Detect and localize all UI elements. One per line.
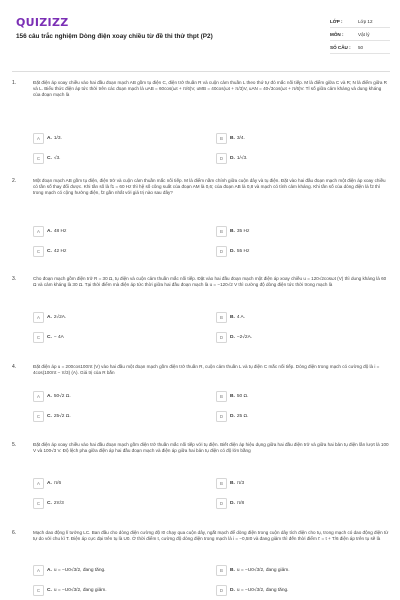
answer-option[interactable] <box>216 245 386 258</box>
option-value: 48 Hz <box>53 229 67 234</box>
answer-option[interactable] <box>33 497 203 510</box>
option-letter-box[interactable]: D <box>216 332 227 343</box>
answer-option[interactable] <box>33 390 203 403</box>
option-label: B. <box>230 229 235 234</box>
option-value: 2π/3 <box>53 501 64 506</box>
option-label: B. <box>230 136 235 141</box>
option-label: D. <box>230 335 235 340</box>
answer-option[interactable] <box>33 311 203 324</box>
option-letter-box[interactable]: C <box>33 153 44 164</box>
option-value: π/3 <box>236 481 245 486</box>
answer-option[interactable] <box>33 225 203 238</box>
header-divider <box>12 71 390 72</box>
answer-option[interactable] <box>216 410 386 423</box>
option-letter-box[interactable]: A <box>33 226 44 237</box>
option-letter-box[interactable]: B <box>216 133 227 144</box>
option-letter-box[interactable]: C <box>33 246 44 257</box>
question-text: Đặt điện áp u = 200cos100πt (V) vào hai đầu một đoạn mạch gồm điện trở thuần R, cuộn cảm thuần L và tụ điện C mắc nối tiếp. Dòng điện trong mạch có cường độ là i = 4cos(100πt − π/3) (A). Giá trị của R bằn <box>33 364 380 376</box>
option-label: A. <box>47 136 52 141</box>
answer-option[interactable] <box>33 410 203 423</box>
option-value: u = −U0√3/2, đang giảm. <box>236 568 290 573</box>
option-value: 50√2 Ω. <box>53 394 71 399</box>
meta-value: Vật lý <box>358 31 370 37</box>
meta-key: LỚP : <box>330 18 343 24</box>
answer-option[interactable] <box>33 564 203 577</box>
option-letter-box[interactable]: C <box>33 585 44 596</box>
option-value: 50 Ω. <box>236 394 249 399</box>
answer-option[interactable] <box>216 564 386 577</box>
option-letter-box[interactable]: A <box>33 478 44 489</box>
meta-key: SỐ CÂU : <box>330 44 351 50</box>
answer-option[interactable] <box>216 225 386 238</box>
question-number: 1. <box>12 80 17 86</box>
option-letter-box[interactable]: B <box>216 226 227 237</box>
meta-value: 50 <box>358 44 364 50</box>
option-label: D. <box>230 414 235 419</box>
meta-row-count <box>330 41 390 54</box>
option-label: A. <box>47 568 52 573</box>
option-value: 1/3. <box>53 136 62 141</box>
answer-option[interactable] <box>216 152 386 165</box>
option-letter-box[interactable]: C <box>33 498 44 509</box>
option-label: C. <box>47 501 52 506</box>
option-letter-box[interactable]: C <box>33 411 44 422</box>
question-text: Một đoạn mạch AB gồm tụ điện, điện trở và cuộn cảm thuần mắc nối tiếp. M là điểm nằm chính giữa cuộn dây và tụ điện. Đặt vào hai đầu đoạn mạch một điện áp xoay chiều có tần số thay đổi được. Khi tần số là f1 = 60 Hz thì hệ số công suất của đoạn AM là 0,6; của đoạn AB là 0,8 và mạch có tính cảm kháng. Khi tần số của dòng điện là f2 thì trong mạch có cộng hưởng điện, f2 gần nhất với giá trị nào sau đây? <box>33 178 386 196</box>
option-letter-box[interactable]: D <box>216 246 227 257</box>
option-label: B. <box>230 315 235 320</box>
option-label: B. <box>230 481 235 486</box>
option-value: 2√2A. <box>53 315 67 320</box>
option-label: B. <box>230 394 235 399</box>
option-value: u = −U0√3/2, đang tăng. <box>53 568 106 573</box>
option-value: 55 Hz <box>236 249 250 254</box>
quizizz-logo: QUIZIZZ <box>16 16 69 29</box>
option-value: 1/√3. <box>236 156 248 161</box>
option-label: A. <box>47 315 52 320</box>
answer-option[interactable] <box>216 311 386 324</box>
option-label: C. <box>47 335 52 340</box>
answer-option[interactable] <box>33 152 203 165</box>
answer-option[interactable] <box>216 477 386 490</box>
option-letter-box[interactable]: A <box>33 312 44 323</box>
option-label: D. <box>230 588 235 593</box>
option-label: D. <box>230 501 235 506</box>
option-value: π/6 <box>53 481 62 486</box>
answer-option[interactable] <box>33 132 203 145</box>
option-letter-box[interactable]: B <box>216 391 227 402</box>
option-letter-box[interactable]: B <box>216 478 227 489</box>
option-value: u = −U0√3/2, đang giảm. <box>53 588 107 593</box>
option-label: C. <box>47 414 52 419</box>
question-text: Đặt điện áp xoay chiều vào hai đầu đoạn mạch AB gồm tụ điện C, điện trở thuần R và cuộn cảm thuần L theo thứ tự đó mắc nối tiếp. M là điểm giữa C và R; N là điểm giữa R và L. Biểu thức điện áp tức thời trên các đoạn mạch là uAB = 60cos(ωt + π/6)V, uMB = 40cos(ωt + π/3)V, uAN = 40√3cos(ωt + π/6)V. Tỉ số giữa cảm kháng và dung kháng của đoạn mạch là <box>33 80 387 98</box>
option-letter-box[interactable]: C <box>33 332 44 343</box>
option-value: π/8 <box>236 501 245 506</box>
meta-panel <box>330 15 390 54</box>
answer-option[interactable] <box>33 584 203 597</box>
question-text: Đặt điện áp xoay chiều vào hai đầu đoạn mạch gồm điện trở thuần mắc nối tiếp với tụ điện. Biết điện áp hiệu dụng giữa hai đầu điện trở và giữa hai bản tụ điện lần lượt là 100 V và 100√3 V. Độ lệch pha giữa điện áp hai đầu đoạn mạch và điện áp giữa hai bản tụ điện có độ lớn bằng <box>33 442 389 454</box>
option-label: A. <box>47 481 52 486</box>
option-letter-box[interactable]: D <box>216 585 227 596</box>
answer-option[interactable] <box>216 497 386 510</box>
option-letter-box[interactable]: D <box>216 153 227 164</box>
question-number: 2. <box>12 178 17 184</box>
answer-option[interactable] <box>33 331 203 344</box>
question-number: 5. <box>12 442 17 448</box>
option-value: − 4A <box>53 335 64 340</box>
answer-option[interactable] <box>33 477 203 490</box>
option-label: A. <box>47 394 52 399</box>
answer-option[interactable] <box>216 132 386 145</box>
option-value: 42 Hz <box>53 249 67 254</box>
option-label: D. <box>230 156 235 161</box>
option-letter-box[interactable]: B <box>216 565 227 576</box>
meta-row-subject <box>330 28 390 41</box>
option-letter-box[interactable]: D <box>216 498 227 509</box>
option-label: B. <box>230 568 235 573</box>
meta-value: Lớp 12 <box>358 18 373 24</box>
option-letter-box[interactable]: B <box>216 312 227 323</box>
page-title: 156 câu trắc nghiệm Dòng điện xoay chiều từ đề thi thử thpt (P2) <box>16 33 213 40</box>
meta-row-grade <box>330 15 390 28</box>
option-value: 35 Hz <box>236 229 250 234</box>
option-value: u = −U0√3/2, đang tăng. <box>236 588 289 593</box>
option-letter-box[interactable]: A <box>33 133 44 144</box>
option-value: −2√2A. <box>236 335 253 340</box>
option-label: C. <box>47 249 52 254</box>
option-value: √3. <box>53 156 61 161</box>
option-label: D. <box>230 249 235 254</box>
answer-option[interactable] <box>216 390 386 403</box>
meta-key: MÔN : <box>330 31 344 37</box>
question-number: 3. <box>12 276 17 282</box>
option-value: 3/4. <box>236 136 245 141</box>
question-text: Mạch dao động lí tưởng LC. Ban đầu cho dòng điện cường độ I0 chạy qua cuộn dây, ngắt mạch để dòng điện trong cuộn dây tích điện cho tụ, trong mạch có dao động điện từ tự do với chu kì T. Điện áp cực đại trên tụ là U0. Ở thời điểm t, cường độ dòng điện trong mạch là i = −0,5I0 và đang giảm thì đến thời điểm t' = t + T/6 điện áp trên tụ sẽ là <box>33 530 389 542</box>
option-letter-box[interactable]: D <box>216 411 227 422</box>
option-label: C. <box>47 156 52 161</box>
answer-option[interactable] <box>216 584 386 597</box>
option-value: 25√2 Ω. <box>53 414 71 419</box>
option-label: A. <box>47 229 52 234</box>
question-text: Cho đoạn mạch gồm điện trở R = 30 Ω, tụ điện và cuộn cảm thuần mắc nối tiếp. Đặt vào hai đầu đoạn mạch một điện áp xoay chiều u = 120√2cosωt (V) thì dung kháng là 60 Ω và cảm kháng là 30 Ω. Tại thời điểm mà điện áp tức thời giữa hai đầu đoạn mạch là u = −120√2 V thì cường độ dòng điện tức thời trong mạch là <box>33 276 387 288</box>
question-number: 6. <box>12 530 17 536</box>
option-value: 25 Ω. <box>236 414 249 419</box>
question-number: 4. <box>12 364 17 370</box>
answer-option[interactable] <box>33 245 203 258</box>
option-letter-box[interactable]: A <box>33 391 44 402</box>
option-letter-box[interactable]: A <box>33 565 44 576</box>
option-value: 4 A. <box>236 315 246 320</box>
option-label: C. <box>47 588 52 593</box>
answer-option[interactable] <box>216 331 386 344</box>
page-header <box>0 0 400 60</box>
